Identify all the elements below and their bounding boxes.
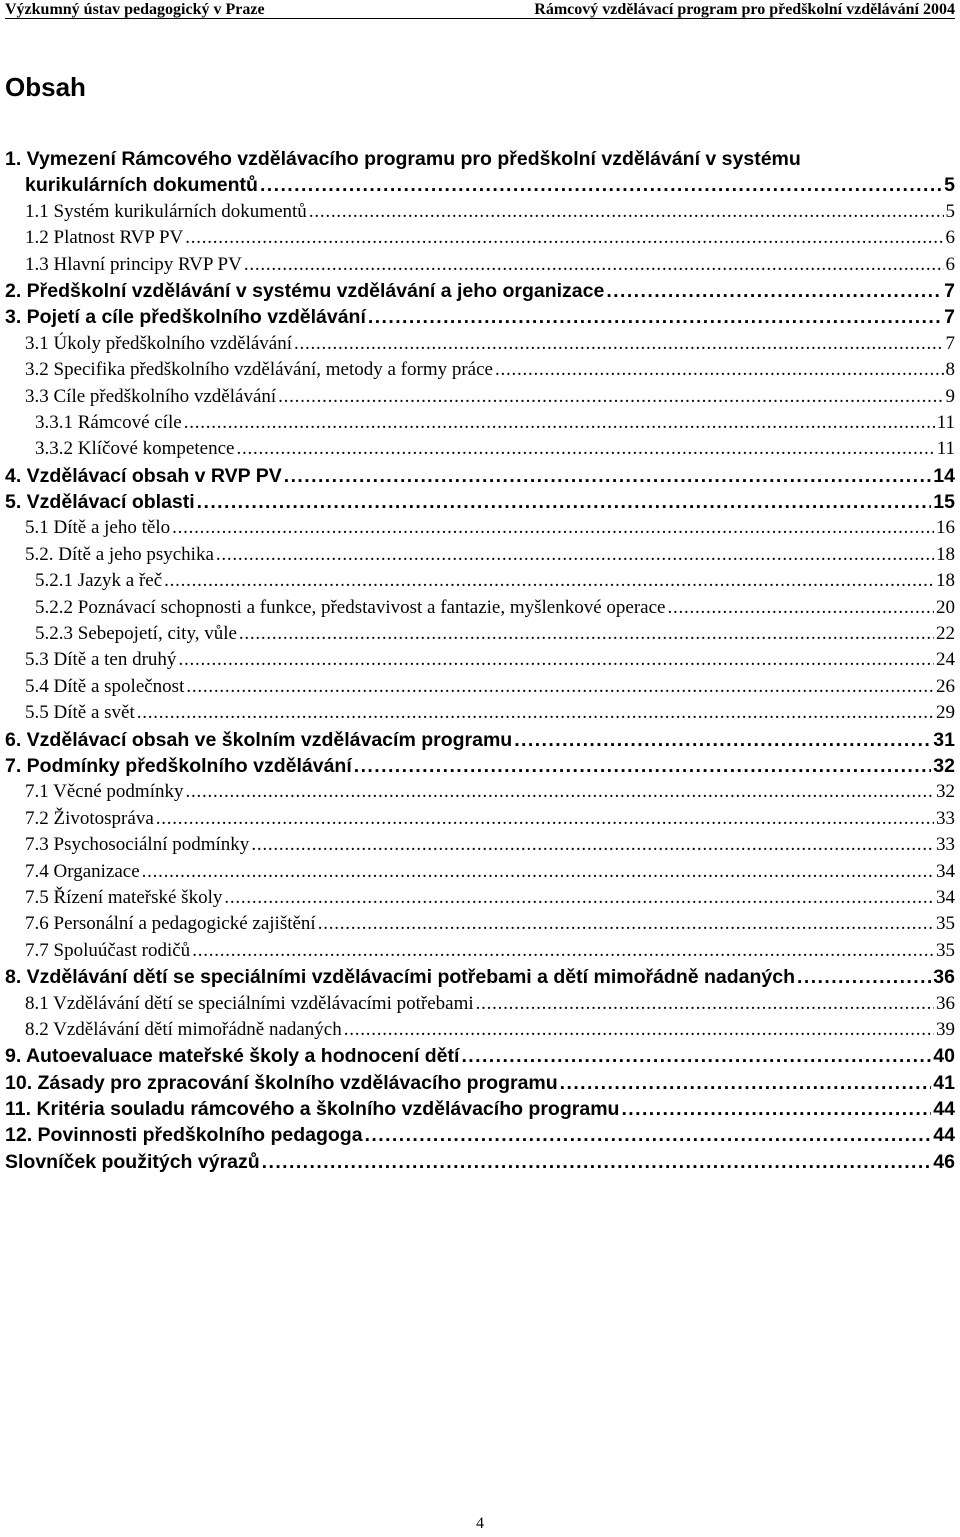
toc-item-5-3[interactable] [5,647,955,673]
toc-leader-dots [197,489,932,515]
toc-item-label: 7.2 Životospráva [25,807,154,829]
toc-item-5[interactable] [5,489,955,515]
toc-item-label: 3.1 Úkoly předškolního vzdělávání [25,332,293,354]
toc-page-number: 11 [936,411,955,433]
toc-leader-dots [236,436,934,462]
toc-item-12[interactable] [5,1122,955,1148]
toc-page-number: 32 [936,781,955,803]
toc-leader-dots [186,779,935,805]
toc-page-number: 14 [933,464,955,487]
toc-item-3-1[interactable] [5,331,955,357]
toc-item-label: 8. Vzdělávání dětí se speciálními vzdělávacími potřebami a dětí mimořádně nadaných [5,966,796,989]
toc-page-number: 34 [936,860,955,882]
toc-page-number: 11 [936,438,955,460]
toc-leader-dots [461,1043,931,1069]
toc-item-label: 1. Vymezení Rámcového vzdělávacího programu pro předškolní vzdělávání v systému [5,148,801,170]
toc-item-6[interactable] [5,727,955,753]
toc-item-3-3-1[interactable] [5,410,955,436]
toc-page-number: 9 [945,385,955,407]
toc-item-7-1[interactable] [5,779,955,805]
toc-leader-dots [278,384,943,410]
toc-page-number: 35 [936,913,955,935]
toc-page-number: 41 [933,1071,955,1094]
toc-item-label: 8.1 Vzdělávání dětí se speciálními vzdělávacími potřebami [25,992,474,1014]
toc-item-3[interactable] [5,304,955,330]
toc-leader-dots [514,727,931,753]
toc-leader-dots [606,278,942,304]
toc-page-number: 5 [944,174,955,197]
toc-page-number: 33 [936,834,955,856]
toc-page-number: 40 [933,1045,955,1068]
toc-item-label: 1.1 Systém kurikulárních dokumentů [25,200,307,222]
toc-leader-dots [216,542,934,568]
toc-item-5-2-2[interactable] [5,595,955,621]
toc-leader-dots [344,1017,934,1043]
toc-leader-dots [185,225,943,251]
toc-item-7-7[interactable] [5,938,955,964]
toc-leader-dots [137,700,934,726]
toc-page-number: 36 [936,992,955,1014]
toc-item-11[interactable] [5,1096,955,1122]
toc-leader-dots [560,1070,932,1096]
toc-item-5-1[interactable] [5,515,955,541]
toc-item-2[interactable] [5,278,955,304]
toc-page-number: 31 [933,728,955,751]
toc-item-label: 5.5 Dítě a svět [25,702,135,724]
toc-page-number: 44 [933,1098,955,1121]
toc-item-label: 10. Zásady pro zpracování školního vzdělávacího programu [5,1071,558,1094]
toc-item-1-2[interactable] [5,225,955,251]
toc-item-label: 7.3 Psychosociální podmínky [25,834,250,856]
toc-item-label: 7.1 Věcné podmínky [25,781,184,803]
toc-page-number: 7 [944,306,955,329]
page-number: 4 [476,1515,484,1532]
toc-page-number: 35 [936,939,955,961]
toc-item-1-1[interactable] [5,199,955,225]
toc-leader-dots [224,885,934,911]
toc-item-label: 3.2 Specifika předškolního vzdělávání, metody a formy práce [25,359,493,381]
toc-item-4[interactable] [5,463,955,489]
toc-item-label: 8.2 Vzdělávání dětí mimořádně nadaných [25,1018,342,1040]
toc-item-label: 3. Pojetí a cíle předškolního vzdělávání [5,306,366,329]
toc-page-number: 39 [936,1018,955,1040]
toc-leader-dots [239,621,934,647]
toc-item-1-3[interactable] [5,252,955,278]
toc-item-label: 5.1 Dítě a jeho tělo [25,517,171,539]
toc-leader-dots [284,463,932,489]
toc-leader-dots [318,911,934,937]
header-institution: Výzkumný ústav pedagogický v Praze [5,1,265,18]
toc-item-8[interactable] [5,964,955,990]
toc-item-label: 3.3 Cíle předškolního vzdělávání [25,385,277,407]
toc-leader-dots [797,964,931,990]
toc-leader-dots [142,859,934,885]
toc-leader-dots [164,568,934,594]
toc-leader-dots [309,199,944,225]
toc-item-label: Slovníček použitých výrazů [5,1150,260,1173]
toc-item-3-2[interactable] [5,357,955,383]
toc-item-label: 7.5 Řízení mateřské školy [25,886,223,908]
toc-page-number: 5 [945,200,955,222]
toc-leader-dots [172,515,934,541]
toc-page-number: 29 [936,702,955,724]
toc-leader-dots [186,674,934,700]
toc-leader-dots [184,410,935,436]
toc-item-glossary[interactable] [5,1149,955,1175]
toc-page-number: 6 [945,253,955,275]
toc-item-3-3-2[interactable] [5,436,955,462]
toc-item-label: 11. Kritéria souladu rámcového a školního vzdělávacího programu [5,1098,620,1121]
page-header [5,0,955,19]
header-document-title: Rámcový vzdělávací program pro předškolní vzdělávání 2004 [534,1,955,18]
toc-item-label: 7.4 Organizace [25,860,140,882]
toc-item-5-5[interactable] [5,700,955,726]
page-title: Obsah [5,72,86,102]
toc-item-label: 3.3.2 Klíčové kompetence [35,438,235,460]
toc-item-5-2-3[interactable] [5,621,955,647]
toc-page-number: 44 [933,1124,955,1147]
toc-item-label: 7.6 Personální a pedagogické zajištění [25,913,316,935]
toc-item-label: 1.2 Platnost RVP PV [25,227,184,249]
toc-item-label: 5.4 Dítě a společnost [25,675,185,697]
toc-page-number: 33 [936,807,955,829]
toc-leader-dots [621,1096,931,1122]
toc-page-number: 16 [936,517,955,539]
toc-item-label: 7. Podmínky předškolního vzdělávání [5,754,352,777]
toc-page-number: 34 [936,886,955,908]
toc-page-number: 7 [945,332,955,354]
toc-item-8-2[interactable] [5,1017,955,1043]
toc-item-7-3[interactable] [5,832,955,858]
toc-item-7-5[interactable] [5,885,955,911]
toc-item-10[interactable] [5,1070,955,1096]
toc-item-label: 5.3 Dítě a ten druhý [25,649,177,671]
toc-leader-dots [156,806,934,832]
toc-item-5-2-1[interactable] [5,568,955,594]
toc-page-number: 8 [945,359,955,381]
toc-item-label: 12. Povinnosti předškolního pedagoga [5,1124,363,1147]
toc-item-9[interactable] [5,1043,955,1069]
toc-item-label: 1.3 Hlavní principy RVP PV [25,253,242,275]
toc-leader-dots [192,938,934,964]
table-of-contents [5,146,955,1175]
toc-item-label: 5.2.1 Jazyk a řeč [35,570,163,592]
toc-item-7-2[interactable] [5,806,955,832]
toc-leader-dots [178,647,934,673]
toc-item-label: 5.2.2 Poznávací schopnosti a funkce, představivost a fantazie, myšlenkové operace [35,596,666,618]
toc-leader-dots [476,991,934,1017]
toc-leader-dots [294,331,943,357]
toc-page-number: 18 [936,570,955,592]
toc-leader-dots [262,1149,932,1175]
toc-item-3-3[interactable] [5,384,955,410]
toc-page-number: 22 [936,623,955,645]
toc-leader-dots [365,1122,932,1148]
toc-page-number: 32 [933,754,955,777]
toc-page-number: 15 [933,491,955,514]
toc-item-label: kurikulárních dokumentů [25,174,258,197]
toc-leader-dots [244,252,944,278]
toc-item-label: 5.2.3 Sebepojetí, city, vůle [35,623,237,645]
toc-item-1[interactable] [5,172,955,198]
toc-item-label: 9. Autoevaluace mateřské školy a hodnocení dětí [5,1045,460,1068]
toc-page-number: 46 [933,1150,955,1173]
toc-item-label: 3.3.1 Rámcové cíle [35,411,182,433]
toc-page-number: 20 [936,596,955,618]
toc-item-label: 5.2. Dítě a jeho psychika [25,543,214,565]
toc-item-7[interactable] [5,753,955,779]
toc-leader-dots [368,304,942,330]
toc-item-label: 6. Vzdělávací obsah ve školním vzdělávacím programu [5,728,513,751]
toc-item-8-1[interactable] [5,991,955,1017]
toc-leader-dots [260,172,942,198]
toc-item-1-line1[interactable] [5,146,955,172]
toc-page-number: 6 [945,227,955,249]
toc-item-7-4[interactable] [5,859,955,885]
toc-item-label: 4. Vzdělávací obsah v RVP PV [5,464,282,487]
toc-leader-dots [251,832,934,858]
toc-page-number: 7 [944,279,955,302]
toc-leader-dots [495,357,944,383]
toc-item-7-6[interactable] [5,911,955,937]
toc-item-label: 2. Předškolní vzdělávání v systému vzdělávání a jeho organizace [5,279,605,302]
toc-page-number: 36 [933,966,955,989]
toc-item-5-2[interactable] [5,542,955,568]
toc-leader-dots [354,753,932,779]
toc-page-number: 26 [936,675,955,697]
toc-leader-dots [667,595,934,621]
toc-item-label: 5. Vzdělávací oblasti [5,491,195,514]
toc-item-5-4[interactable] [5,674,955,700]
toc-item-label: 7.7 Spoluúčast rodičů [25,939,191,961]
toc-page-number: 18 [936,543,955,565]
toc-page-number: 24 [936,649,955,671]
